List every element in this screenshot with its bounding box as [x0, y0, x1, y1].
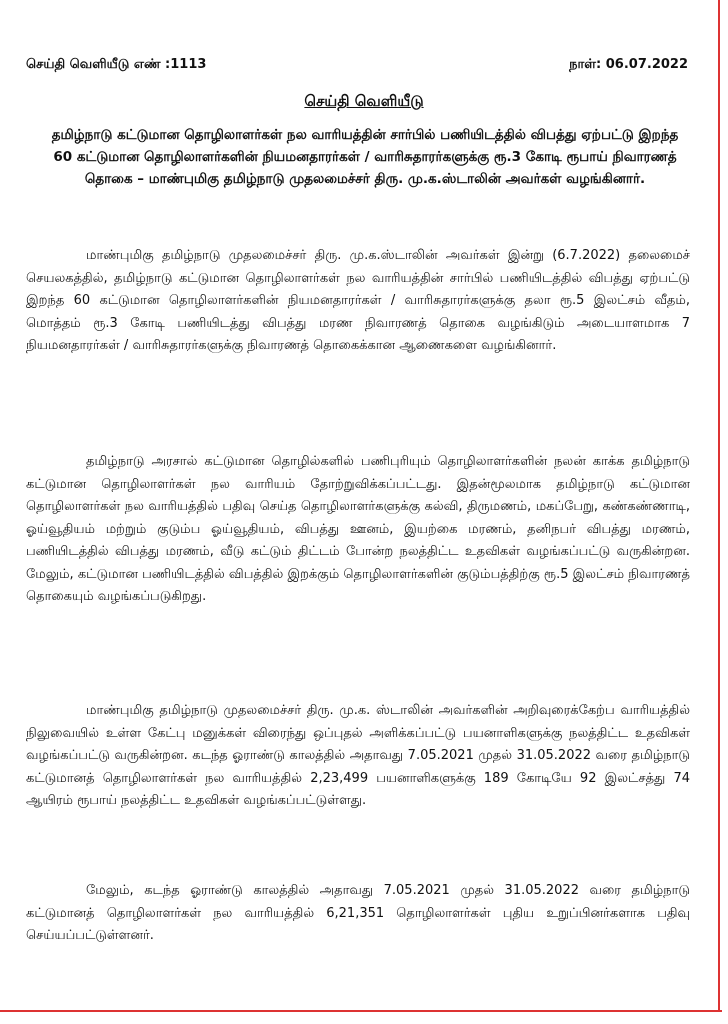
page-border-bottom — [0, 1010, 722, 1012]
headline: தமிழ்நாடு கட்டுமான தொழிலாளர்கள் நல வாரியத்தின் சார்பில் பணியிடத்தில் விபத்து ஏற்பட்டு இறந்த 60 கட்டுமான தொழிலாளர்களின் நியமனதாரர்கள் / வாரிசுதாரர்களுக்கு ரூ.3 கோடி ரூபாய் நிவாரணத் தொகை – மாண்புமிகு தமிழ்நாடு முதலமைச்சர் திரு. மு.க.ஸ்டாலின் அவர்கள் வழங்கினார். — [51, 127, 679, 187]
page-title: செய்தி வெளியீடு — [304, 92, 424, 110]
page-border-right — [718, 0, 720, 1010]
release-header — [26, 57, 688, 73]
paragraph-4: மேலும், கடந்த ஓராண்டு காலத்தில் அதாவது 7.05.2021 முதல் 31.05.2022 வரை தமிழ்நாடு கட்டுமானத் தொழிலாளர்கள் நல வாரியத்தில் 6,21,351 தொழிலாளர்கள் புதிய உறுப்பினர்களாக பதிவு செய்யப்பட்டுள்ளனர். — [26, 883, 690, 943]
release-number: செய்தி வெளியீடு எண் :1113 — [26, 57, 207, 72]
paragraph-1: மாண்புமிகு தமிழ்நாடு முதலமைச்சர் திரு. மு.க.ஸ்டாலின் அவர்கள் இன்று (6.7.2022) தலைமைச் செயலகத்தில், தமிழ்நாடு கட்டுமான தொழிலாளர்கள் நல வாரியத்தின் சார்பில் பணியிடத்தில் விபத்து ஏற்பட்டு இறந்த 60 கட்டுமான தொழிலாளர்களின் நியமனதாரர்கள் / வாரிசுதாரர்களுக்கு தலா ரூ.5 இலட்சம் வீதம், மொத்தம் ரூ.3 கோடி பணியிடத்து விபத்து மரண நிவாரணத் தொகை வழங்கிடும் அடையாளமாக 7 நியமனதாரர்கள் / வாரிசுதாரர்களுக்கு நிவாரணத் தொகைக்கான ஆணைகளை வழங்கினார். — [26, 248, 690, 353]
paragraph-3: மாண்புமிகு தமிழ்நாடு முதலமைச்சர் திரு. மு.க. ஸ்டாலின் அவர்களின் அறிவுரைக்கேற்ப வாரியத்தில் நிலுவையில் உள்ள கேட்பு மனுக்கள் விரைந்து ஒப்புதல் அளிக்கப்பட்டு பயனாளிகளுக்கு நலத்திட்ட உதவிகள் வழங்கப்பட்டு வருகின்றன. கடந்த ஓராண்டு காலத்தில் அதாவது 7.05.2021 முதல் 31.05.2022 வரை தமிழ்நாடு கட்டுமானத் தொழிலாளர்கள் நல வாரியத்தில் 2,23,499 பயனாளிகளுக்கு 189 கோடியே 92 இலட்சத்து 74 ஆயிரம் ரூபாய் நலத்திட்ட உதவிகள் வழங்கப்பட்டுள்ளது. — [26, 703, 690, 808]
paragraph-2: தமிழ்நாடு அரசால் கட்டுமான தொழில்களில் பணிபுரியும் தொழிலாளர்களின் நலன் காக்க தமிழ்நாடு கட்டுமான தொழிலாளர்கள் நல வாரியம் தோற்றுவிக்கப்பட்டது. இதன்மூலமாக தமிழ்நாடு கட்டுமான தொழிலாளர்கள் நல வாரியத்தில் பதிவு செய்த தொழிலாளர்களுக்கு கல்வி, திருமணம், மகப்பேறு, கண்கண்ணாடி, ஓய்வூதியம் மற்றும் குடும்ப ஓய்வூதியம், விபத்து ஊனம், இயற்கை மரணம், தனிநபர் விபத்து மரணம், பணியிடத்தில் விபத்து மரணம், வீடு கட்டும் திட்டம் போன்ற நலத்திட்ட உதவிகள் வழங்கப்பட்டு வருகின்றன. மேலும், கட்டுமான பணியிடத்தில் விபத்தில் இறக்கும் தொழிலாளர்களின் குடும்பத்திற்கு ரூ.5 இலட்சம் நிவாரணத் தொகையும் வழங்கப்படுகிறது. — [26, 454, 690, 604]
release-date: நாள்: 06.07.2022 — [569, 57, 688, 72]
